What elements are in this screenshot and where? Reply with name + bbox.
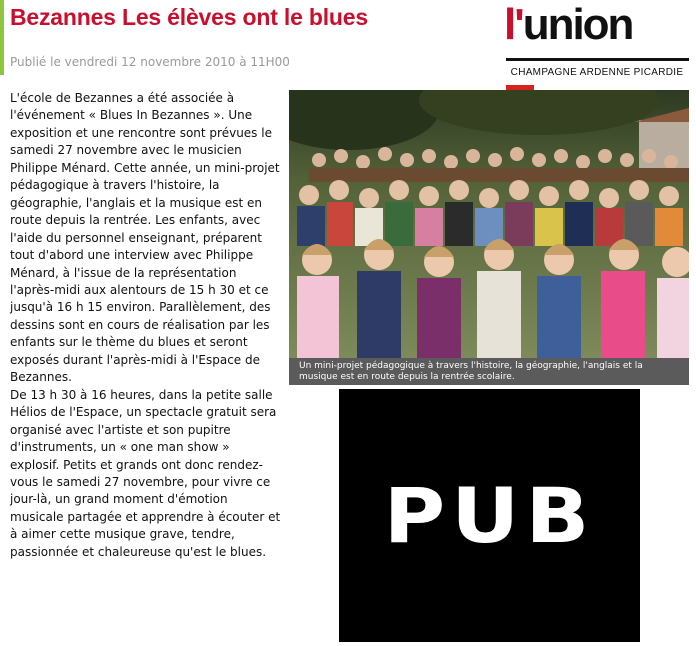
advertisement-label: PUB bbox=[383, 471, 596, 560]
union-logo-word: union bbox=[522, 0, 633, 49]
photo-caption: Un mini-projet pédagogique à travers l'histoire, la géographie, l'anglais et la musique est en route depuis la rentrée scolaire. bbox=[289, 358, 689, 385]
union-logo-prefix: l' bbox=[504, 0, 523, 49]
children-group-photo bbox=[289, 90, 689, 358]
accent-bar bbox=[0, 0, 4, 75]
logo-divider bbox=[506, 58, 689, 61]
advertisement-block[interactable] bbox=[339, 389, 640, 642]
union-logo[interactable] bbox=[504, 0, 690, 78]
article-photo[interactable] bbox=[289, 90, 689, 358]
article-paragraph: L'école de Bezannes a été associée à l'événement « Blues In Bezannes ». Une exposition et une rencontre sont prévues le samedi 27 novembre avec le musicien Philippe Ménard. Cette année, un mini-projet pédagogique à travers l'histoire, la géographie, l'anglais et la musique est en route depuis la rentrée. Les enfants, avec l'aide du personnel enseignant, préparent tout d'abord une interview avec Philippe Ménard, à l'issue de la représentation l'après-midi aux alentours de 15 h 30 et ce jusqu'à 16 h 15 environ. Parallèlement, des dessins sont en cours de réalisation par les enfants sur le thème du blues et seront exposés durant l'après-midi à l'Espace de Bezannes. bbox=[10, 91, 280, 385]
publication-date: Publié le vendredi 12 novembre 2010 à 11H00 bbox=[10, 55, 290, 69]
article-headline: Bezannes Les élèves ont le blues bbox=[10, 4, 368, 30]
article-body bbox=[10, 90, 282, 561]
union-logo-region: CHAMPAGNE ARDENNE PICARDIE bbox=[510, 67, 684, 78]
article-paragraph: De 13 h 30 à 16 heures, dans la petite salle Hélios de l'Espace, un spectacle gratuit sera organisé avec l'artiste et son pupitre d'instruments, un « one man show » explosif. Petits et grands ont donc rendez-vous le samedi 27 novembre, pour vivre ce jour-là, un grand moment d'émotion musicale partagée et apprendre à écouter et à aimer cette musique grave, tendre, passionnée et chaleureuse qu'est le blues. bbox=[10, 387, 281, 559]
